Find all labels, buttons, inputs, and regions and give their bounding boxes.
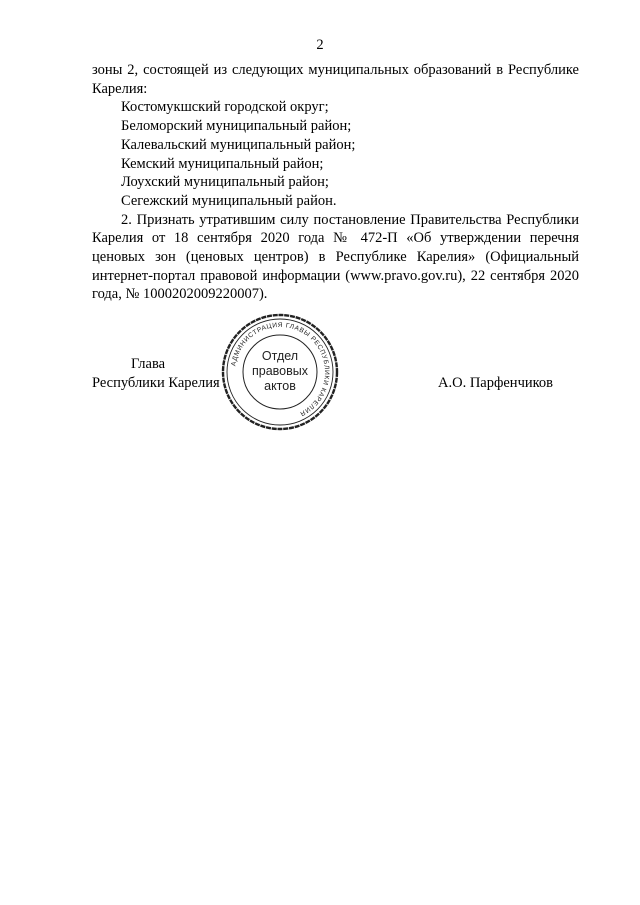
stamp-center-line: Отдел xyxy=(261,349,299,363)
signature-title-line2: Республики Карелия xyxy=(92,375,220,391)
list-item: Калевальский муниципальный район; xyxy=(121,136,356,153)
list-item: Кемский муниципальный район; xyxy=(121,155,324,172)
list-item: Беломорский муниципальный район; xyxy=(121,118,352,135)
signature-title-line1: Глава xyxy=(131,356,166,372)
list-item: Костомукшский городской округ; xyxy=(121,99,329,116)
stamp-center-line: правовых xyxy=(252,364,308,378)
list-item: Сегежский муниципальный район. xyxy=(121,192,337,209)
official-stamp xyxy=(219,311,341,433)
page-number: 2 xyxy=(316,37,324,53)
signature-name: А.О. Парфенчиков xyxy=(438,375,554,391)
list-item: Лоухский муниципальный район; xyxy=(121,174,329,191)
item-2-paragraph: 2. Признать утратившим силу постановление Правительства Республики Карелия от 18 сентября 2020 года № 472-П «Об утверждении перечня ценовых зон (ценовых центров) в Республике Карелия» (Официальный интернет-портал правовой информации (www.pravo.gov.ru), 22 сентября 2020 года, № 1000202009220007). xyxy=(92,211,579,303)
document-body xyxy=(92,61,579,304)
stamp-ring-text: АДМИНИСТРАЦИЯ ГЛАВЫ РЕСПУБЛИКИ КАРЕЛИЯ xyxy=(230,321,331,418)
intro-paragraph: зоны 2, состоящей из следующих муниципальных образований в Республике Карелия: xyxy=(92,62,579,97)
stamp-center-line: актов xyxy=(264,379,296,393)
